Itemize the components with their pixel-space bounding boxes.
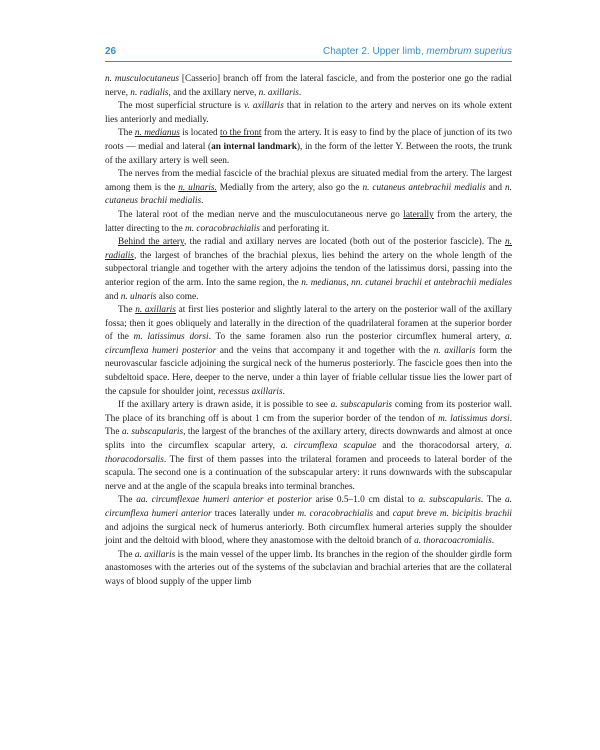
text-run: n. radialis xyxy=(130,87,169,98)
text-run: . The first of them passes into the trilateral foramen and proceeds to lateral border of the scapula. The second one is a continuation of the subscapular artery: it runs downwards with the subscapular nerve and at the angle of the scapula breaks into terminal branches. xyxy=(105,454,512,492)
text-run: a. circumflexa humeri anterior xyxy=(105,495,512,519)
text-run: The xyxy=(118,549,135,560)
paragraph xyxy=(105,73,512,100)
text-run: n. radialis xyxy=(105,237,512,261)
text-run: The xyxy=(118,495,137,506)
text-run: n. cutaneus brachii medialis xyxy=(105,182,512,207)
text-run: . The xyxy=(480,495,506,506)
text-run: recessus axillaris xyxy=(218,386,283,397)
paragraph xyxy=(105,494,512,548)
paragraph xyxy=(105,127,512,168)
text-run: a. axillaris xyxy=(134,549,176,560)
text-run: a. thoracoacromialis xyxy=(414,536,492,547)
text-run: from the artery. It is easy to find by the place of junction of its two roots — medial and lateral ( xyxy=(105,128,513,152)
text-run: The most superficial structure is xyxy=(118,101,244,112)
text-run: ), in the form of the letter Y. Between the roots, the trunk of the axillary artery is well seen. xyxy=(105,141,513,166)
text-run: . To the same foramen also run the posterior circumflex humeral artery, xyxy=(208,332,506,343)
text-run: a. subscapularis xyxy=(418,495,481,506)
text-run: m. latissimus dorsi xyxy=(133,332,209,343)
text-run: Medially from the artery, also go the xyxy=(216,182,363,193)
paragraph xyxy=(105,209,512,236)
text-run: . xyxy=(282,386,285,397)
paragraph xyxy=(105,549,512,590)
text-run: n. axillaris xyxy=(258,87,299,98)
chapter-title-text: Chapter 2. Upper limb, membrum superius xyxy=(323,46,512,57)
text-run: is located xyxy=(179,128,221,139)
text-run: and xyxy=(105,291,121,302)
text-run: The xyxy=(118,305,136,316)
text-run: is the main vessel of the upper limb. Its branches in the region of the shoulder girdle form anastomoses with the arteries out of the systems of the subclavian and brachial arteries that are the collateral ways of blood supply of the upper limb xyxy=(105,549,512,587)
text-run: n. cutaneus antebrachii medialis xyxy=(362,182,486,193)
paragraph xyxy=(105,100,512,127)
text-run: coming from its posterior wall. The place of its branching off is about 1 cm from the superior border of the tendon of xyxy=(105,400,513,424)
text-run: aa. circumflexae humeri anterior et posterior xyxy=(136,495,312,506)
paragraph xyxy=(105,304,512,399)
text-run: m. coracobrachialis xyxy=(185,223,260,234)
text-run: and the thoracodorsal artery, xyxy=(376,441,505,452)
header-rule xyxy=(105,61,512,62)
text-run: n. axillaris xyxy=(433,345,476,356)
text-run: to the front xyxy=(220,128,262,139)
text-run: , the largest of branches of the brachial plexus, lies behind the artery on the whole length of the subpectoral triangle and together with the artery adjoins the tendon of the latissimus dorsi, passing into the anterior region of the arm. Into the same region, the xyxy=(105,250,512,288)
text-run: , and the axillary nerve, xyxy=(168,87,259,98)
text-run: from the artery, the latter directing to the xyxy=(105,209,512,234)
text-run: n. ulnaris. xyxy=(178,182,217,193)
text-run: a. circumflexa humeri posterior xyxy=(105,332,512,356)
text-run: and adjoins the surgical neck of humerus anteriorly. Both circumflex humeral arteries supply the shoulder joint and the deltoid with blood, where they anastomose with the deltoid branch of xyxy=(105,522,512,547)
text-run: that in relation to the artery and nerves on its whole extent lies anteriorly and medially. xyxy=(105,101,512,125)
text-run: The nerves from the medial fascicle of the brachial plexus are situated medial from the artery. The largest among them is the xyxy=(105,169,512,193)
text-run: m. coracobrachialis xyxy=(297,509,374,519)
text-run: a. circumflexa scapulae xyxy=(280,441,377,452)
text-run: . xyxy=(201,196,204,207)
text-run: a. subscapularis xyxy=(121,427,184,438)
text-run: The lateral root of the median nerve and the musculocutaneous nerve go xyxy=(118,209,404,220)
text-run: and the veins that accompany it and together with the xyxy=(216,345,434,356)
chapter-title-latin: membrum superius xyxy=(426,46,512,57)
text-run: v. axillaris xyxy=(243,101,284,112)
text-run: , the radial and axillary nerves are located (both out of the posterior fascicle). The xyxy=(183,237,506,248)
text-run: a. subscapularis xyxy=(330,400,393,411)
text-run: m. latissimus dorsi xyxy=(438,413,510,424)
text-run: . xyxy=(298,87,302,98)
text-run: n. medianus xyxy=(134,128,180,139)
text-run: Behind the artery xyxy=(118,237,184,248)
text-run: and xyxy=(485,182,506,193)
page-number: 26 xyxy=(105,46,117,57)
page-header xyxy=(105,46,512,62)
text-run: n. axillaris xyxy=(135,305,176,316)
text-run: laterally xyxy=(403,209,434,220)
text-run: also come. xyxy=(156,291,199,302)
text-run: [Casserio] branch off from the lateral fascicle, and from the posterior one go the radial nerve, xyxy=(105,74,512,98)
body-text xyxy=(105,73,512,590)
chapter-title xyxy=(323,46,512,57)
paragraph xyxy=(105,236,512,304)
text-run: n. medianus, nn. cutanei brachii et antebrachii mediales xyxy=(301,277,512,288)
text-run: arise 0.5–1.0 cm distal to xyxy=(311,495,419,506)
text-run: a. thoracodorsalis xyxy=(105,441,512,465)
text-run: and xyxy=(373,509,393,519)
text-run: If the axillary artery is drawn aside, it is possible to see xyxy=(118,400,331,411)
text-run: at first lies posterior and slightly lateral to the artery on the posterior wall of the axillary fossa; then it goes obliquely and laterally in the direction of the quadrilateral foramen at the superior border of the xyxy=(105,305,512,343)
text-run: The xyxy=(118,128,135,139)
paragraph xyxy=(105,399,512,494)
text-run: and perforating it. xyxy=(259,223,330,234)
text-run: n. musculocutaneus xyxy=(105,74,179,84)
paragraph xyxy=(105,168,512,209)
text-run: an internal landmark xyxy=(211,141,297,152)
text-run: . xyxy=(491,536,495,547)
text-run: , the largest of the branches of the axillary artery, directs downwards and almost at once splits into the circumflex scapular artery, xyxy=(105,427,513,452)
text-run: . The xyxy=(105,413,513,438)
text-run: traces laterally under xyxy=(211,509,298,519)
text-run: caput breve m. bicipitis brachii xyxy=(392,509,513,519)
text-run: form the neurovascular fascicle adjoining the surgical neck of the humerus posteriorly. The fascicle goes then into the subdeltoid space. Here, deeper to the nerve, under a thin layer of friable cellular tissue lies the lower part of the capsule for shoulder joint, xyxy=(105,345,512,397)
text-run: n. ulnaris xyxy=(120,291,157,302)
